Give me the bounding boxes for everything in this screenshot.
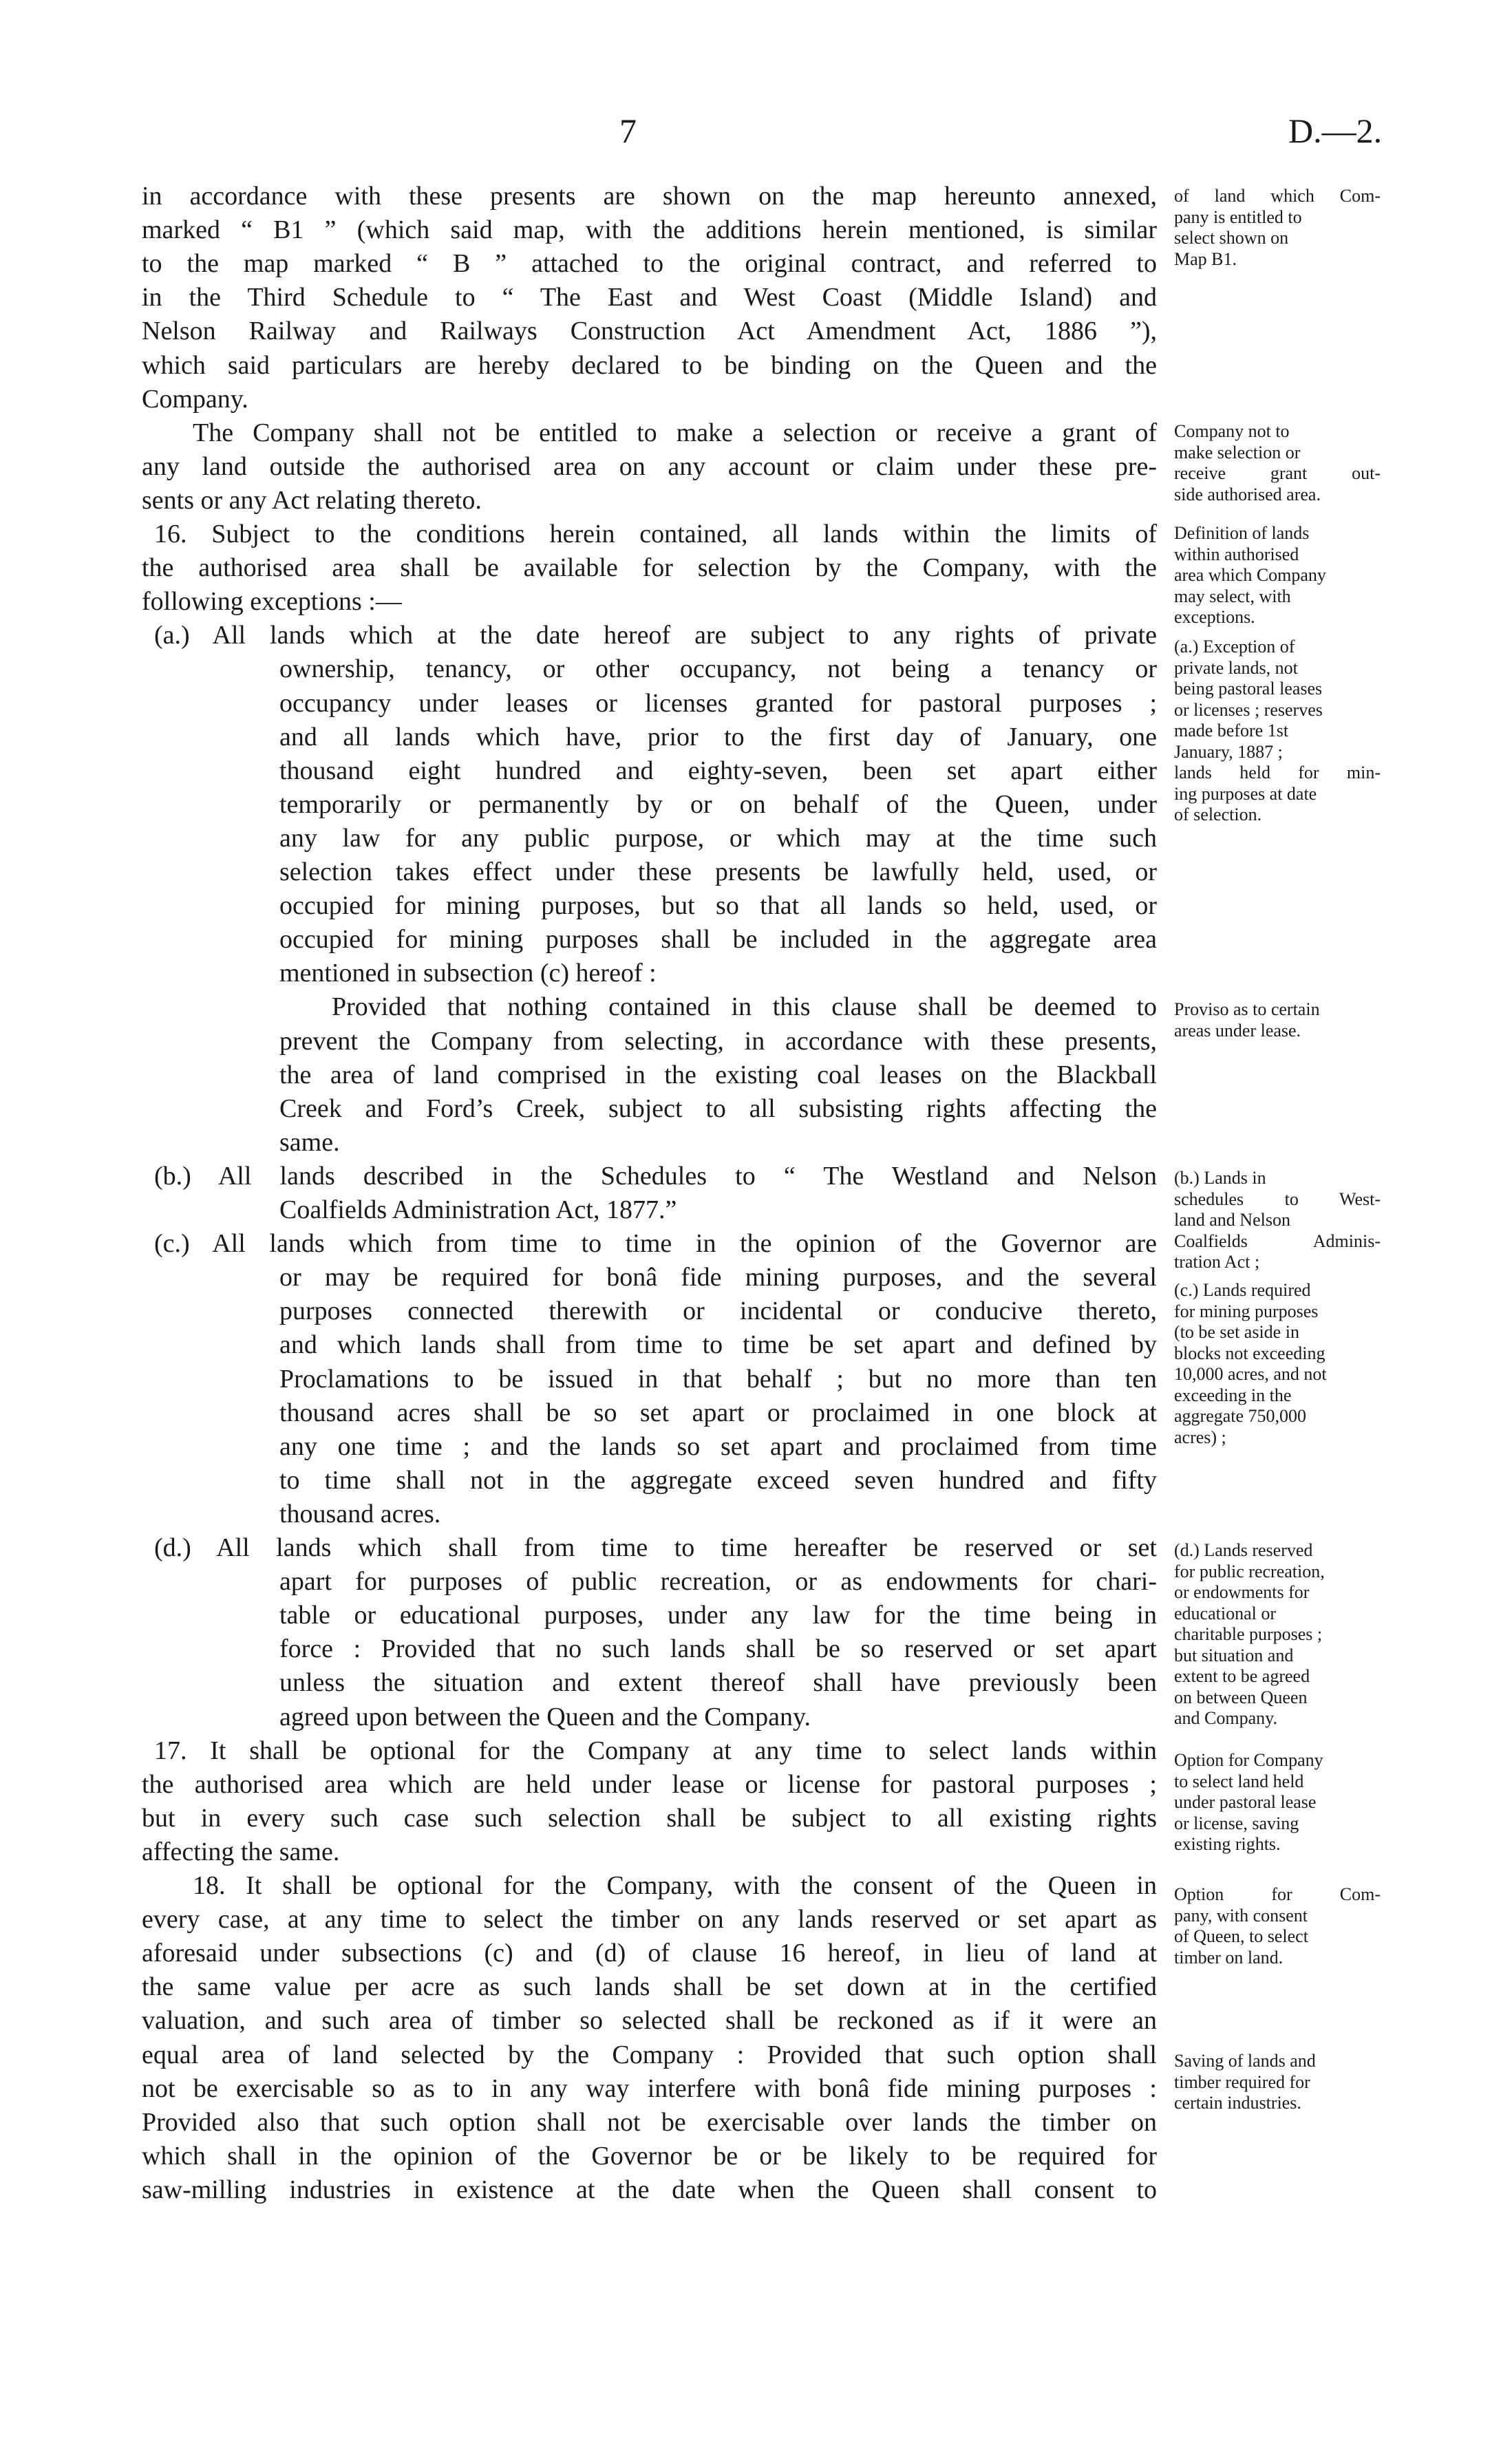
body-text-line: equal area of land selected by the Company : Provided that such option shall <box>142 2040 1157 2069</box>
margin-note-line: exceptions. <box>1174 607 1255 627</box>
body-text-line: any one time ; and the lands so set apart and proclaimed from time <box>279 1431 1157 1461</box>
margin-note-line: receive grant out- <box>1174 463 1381 483</box>
margin-note-line: Map B1. <box>1174 248 1237 269</box>
margin-note-line: Option for Com- <box>1174 1884 1381 1904</box>
margin-note <box>1174 2051 1381 2114</box>
body-text-line: The Company shall not be entitled to make a selection or receive a grant of <box>193 418 1157 447</box>
margin-note-line: existing rights. <box>1174 1834 1281 1854</box>
margin-note-line: timber required for <box>1174 2071 1310 2092</box>
margin-note-line: Company not to <box>1174 421 1290 441</box>
body-text-line: 16. Subject to the conditions herein contained, all lands within the limits of <box>154 520 1157 548</box>
body-text-line: to time shall not in the aggregate exceed seven hundred and fifty <box>279 1465 1157 1495</box>
body-text-line: unless the situation and extent thereof shall have previously been <box>279 1668 1157 1698</box>
body-text-line: which said particulars are hereby declared to be binding on the Queen and the <box>142 350 1157 380</box>
document-reference: D.—2. <box>1288 111 1383 150</box>
body-text-line: (d.) All lands which shall from time to time hereafter be reserved or set <box>154 1533 1157 1562</box>
body-text-line: Provided that nothing contained in this clause shall be deemed to <box>332 992 1157 1022</box>
margin-note-line: tration Act ; <box>1174 1252 1260 1272</box>
body-text-line: not be exercisable so as to in any way interfere with bonâ fide mining purposes : <box>142 2073 1157 2103</box>
margin-note-line: under pastoral lease <box>1174 1792 1317 1812</box>
margin-note-line: for public recreation, <box>1174 1561 1325 1581</box>
body-text-line: Nelson Railway and Railways Construction Act Amendment Act, 1886 ”), <box>142 317 1157 346</box>
margin-note-line: charitable purposes ; <box>1174 1624 1323 1644</box>
margin-note <box>1174 523 1381 628</box>
margin-note-line: extent to be agreed <box>1174 1666 1310 1686</box>
margin-note <box>1174 421 1381 505</box>
body-text-line: Coalfields Administration Act, 1877.” <box>279 1195 677 1224</box>
margin-note-line: select shown on <box>1174 228 1289 248</box>
body-text-line: ownership, tenancy, or other occupancy, not being a tenancy or <box>279 654 1157 684</box>
body-text-line: in the Third Schedule to “ The East and West Coast (Middle Island) and <box>142 283 1157 312</box>
margin-note-line: make selection or <box>1174 442 1301 462</box>
body-text-line: (c.) All lands which from time to time in the opinion of the Governor are <box>154 1229 1157 1259</box>
body-text-line: 18. It shall be optional for the Company, with the consent of the Queen in <box>193 1871 1157 1900</box>
body-text-line: occupied for mining purposes, but so that all lands so held, used, or <box>279 891 1157 921</box>
body-text-line: any land outside the authorised area on any account or claim under these pre- <box>142 451 1157 481</box>
margin-note-line: certain industries. <box>1174 2093 1301 2113</box>
margin-note-line: 10,000 acres, and not <box>1174 1364 1327 1384</box>
margin-note-line: made before 1st <box>1174 721 1289 740</box>
margin-note <box>1174 1884 1381 1968</box>
margin-note-line: pany, with consent <box>1174 1905 1308 1926</box>
margin-note-line: may select, with <box>1174 586 1291 606</box>
margin-note-line: of Queen, to select <box>1174 1926 1308 1946</box>
margin-note <box>1174 1168 1381 1273</box>
body-text-line: agreed upon between the Queen and the Company. <box>279 1702 811 1731</box>
body-text-line: the authorised area shall be available for selection by the Company, with the <box>142 553 1157 583</box>
body-text-line: thousand eight hundred and eighty-seven, been set apart either <box>279 756 1157 785</box>
margin-note-line: (d.) Lands reserved <box>1174 1540 1313 1560</box>
body-text-line: the area of land comprised in the existing coal leases on the Blackball <box>279 1060 1157 1089</box>
margin-note-line: land and Nelson <box>1174 1210 1290 1230</box>
margin-note-line: acres) ; <box>1174 1427 1226 1447</box>
body-text-line: every case, at any time to select the timber on any lands reserved or set apart as <box>142 1905 1157 1934</box>
body-text-line: force : Provided that no such lands shall be so reserved or set apart <box>279 1634 1157 1664</box>
body-text-line: saw-milling industries in existence at the date when the Queen shall consent to <box>142 2175 1157 2204</box>
page-number: 7 <box>619 111 637 150</box>
margin-note-line: January, 1887 ; <box>1174 741 1283 762</box>
body-text-line: marked “ B1 ” (which said map, with the additions herein mentioned, is similar <box>142 215 1157 245</box>
margin-note-line: or licenses ; reserves <box>1174 699 1323 720</box>
margin-note-line: Coalfields Adminis- <box>1174 1230 1381 1251</box>
margin-note-line: areas under lease. <box>1174 1020 1301 1041</box>
margin-note-line: for mining purposes <box>1174 1301 1319 1321</box>
margin-note <box>1174 1750 1381 1855</box>
body-text-line: or may be required for bonâ fide mining purposes, and the several <box>279 1263 1157 1292</box>
margin-note-line: timber on land. <box>1174 1947 1284 1968</box>
body-text-line: selection takes effect under these presents be lawfully held, used, or <box>279 857 1157 886</box>
body-text-line: but in every such case such selection shall be subject to all existing rights <box>142 1803 1157 1833</box>
body-text-line: purposes connected therewith or incidental or conducive thereto, <box>279 1297 1157 1326</box>
body-text-line: (a.) All lands which at the date hereof are subject to any rights of private <box>154 621 1157 650</box>
margin-note-line: (to be set aside in <box>1174 1322 1299 1342</box>
margin-note-line: (b.) Lands in <box>1174 1168 1266 1188</box>
body-text-line: occupied for mining purposes shall be included in the aggregate area <box>279 925 1157 955</box>
body-text-line: and which lands shall from time to time be set apart and defined by <box>279 1330 1157 1360</box>
margin-note-line: Proviso as to certain <box>1174 999 1320 1019</box>
margin-note <box>1174 1540 1381 1729</box>
body-text-line: aforesaid under subsections (c) and (d) of clause 16 hereof, in lieu of land at <box>142 1939 1157 1968</box>
body-text-line: Company. <box>142 384 248 414</box>
margin-note-line: private lands, not <box>1174 657 1298 678</box>
margin-note-line: schedules to West- <box>1174 1188 1381 1209</box>
body-text-line: valuation, and such area of timber so selected shall be reckoned as if it were an <box>142 2006 1157 2036</box>
body-text-line: Creek and Ford’s Creek, subject to all subsisting rights affecting the <box>279 1094 1157 1123</box>
margin-note <box>1174 999 1381 1041</box>
body-text-line: mentioned in subsection (c) hereof : <box>279 959 657 988</box>
margin-note-line: lands held for min- <box>1174 763 1381 782</box>
margin-note-line: of land which Com- <box>1174 186 1381 206</box>
margin-note-line: exceeding in the <box>1174 1385 1292 1405</box>
margin-note-line: Saving of lands and <box>1174 2051 1316 2071</box>
body-text-line: the same value per acre as such lands shall be set down at in the certified <box>142 1972 1157 2002</box>
margin-note-line: being pastoral leases <box>1174 679 1323 699</box>
body-text-line: thousand acres. <box>279 1499 441 1528</box>
margin-note-line: Option for Company <box>1174 1750 1323 1770</box>
body-text-line: prevent the Company from selecting, in accordance with these presents, <box>279 1026 1157 1056</box>
margin-note-line: (c.) Lands required <box>1174 1280 1311 1300</box>
body-text-line: temporarily or permanently by or on behalf of the Queen, under <box>279 789 1157 819</box>
margin-note <box>1174 1280 1381 1448</box>
margin-note-line: within authorised <box>1174 544 1299 564</box>
body-text-line: to the map marked “ B ” attached to the original contract, and referred to <box>142 249 1157 279</box>
body-text-line: Provided also that such option shall not be exercisable over lands the timber on <box>142 2107 1157 2137</box>
margin-note-line: to select land held <box>1174 1771 1304 1791</box>
margin-note-line: blocks not exceeding <box>1174 1343 1325 1363</box>
body-text-line: which shall in the opinion of the Governor be or be likely to be required for <box>142 2141 1157 2171</box>
margin-note-line: and Company. <box>1174 1708 1277 1728</box>
margin-note <box>1174 186 1381 270</box>
body-text-line: 17. It shall be optional for the Company at any time to select lands within <box>154 1736 1157 1765</box>
body-text-line: and all lands which have, prior to the first day of January, one <box>279 722 1157 751</box>
body-text-line: following exceptions :— <box>142 587 402 617</box>
body-text-line: table or educational purposes, under any law for the time being in <box>279 1601 1157 1630</box>
body-text-line: thousand acres shall be so set apart or proclaimed in one block at <box>279 1398 1157 1427</box>
margin-note-line: (a.) Exception of <box>1174 637 1295 657</box>
body-text-line: apart for purposes of public recreation, or as endowments for chari- <box>279 1567 1157 1597</box>
margin-note-line: aggregate 750,000 <box>1174 1406 1307 1426</box>
body-text-line: (b.) All lands described in the Schedules to “ The Westland and Nelson <box>154 1161 1157 1191</box>
body-text-line: any law for any public purpose, or which may at the time such <box>279 823 1157 853</box>
margin-note-line: pany is entitled to <box>1174 206 1302 227</box>
body-text-line: same. <box>279 1127 340 1157</box>
body-text-line: occupancy under leases or licenses granted for pastoral purposes ; <box>279 688 1157 718</box>
margin-note-line: educational or <box>1174 1603 1276 1623</box>
margin-note-line: Definition of lands <box>1174 523 1310 543</box>
margin-note-line: of selection. <box>1174 804 1262 824</box>
margin-note-line: side authorised area. <box>1174 484 1321 504</box>
body-text-line: sents or any Act relating thereto. <box>142 485 482 515</box>
margin-note-line: ing purposes at date <box>1174 783 1317 804</box>
margin-note-line: or license, saving <box>1174 1813 1299 1833</box>
margin-note-line: but situation and <box>1174 1645 1294 1665</box>
margin-note-line: on between Queen <box>1174 1687 1308 1707</box>
body-text-line: Proclamations to be issued in that behalf ; but no more than ten <box>279 1364 1157 1394</box>
margin-note-line: area which Company <box>1174 565 1326 585</box>
margin-note <box>1174 637 1381 826</box>
body-text-line: the authorised area which are held under lease or license for pastoral purposes ; <box>142 1769 1157 1799</box>
body-text-line: in accordance with these presents are shown on the map hereunto annexed, <box>142 182 1157 211</box>
margin-note-line: or endowments for <box>1174 1582 1310 1602</box>
body-text-line: affecting the same. <box>142 1837 340 1866</box>
